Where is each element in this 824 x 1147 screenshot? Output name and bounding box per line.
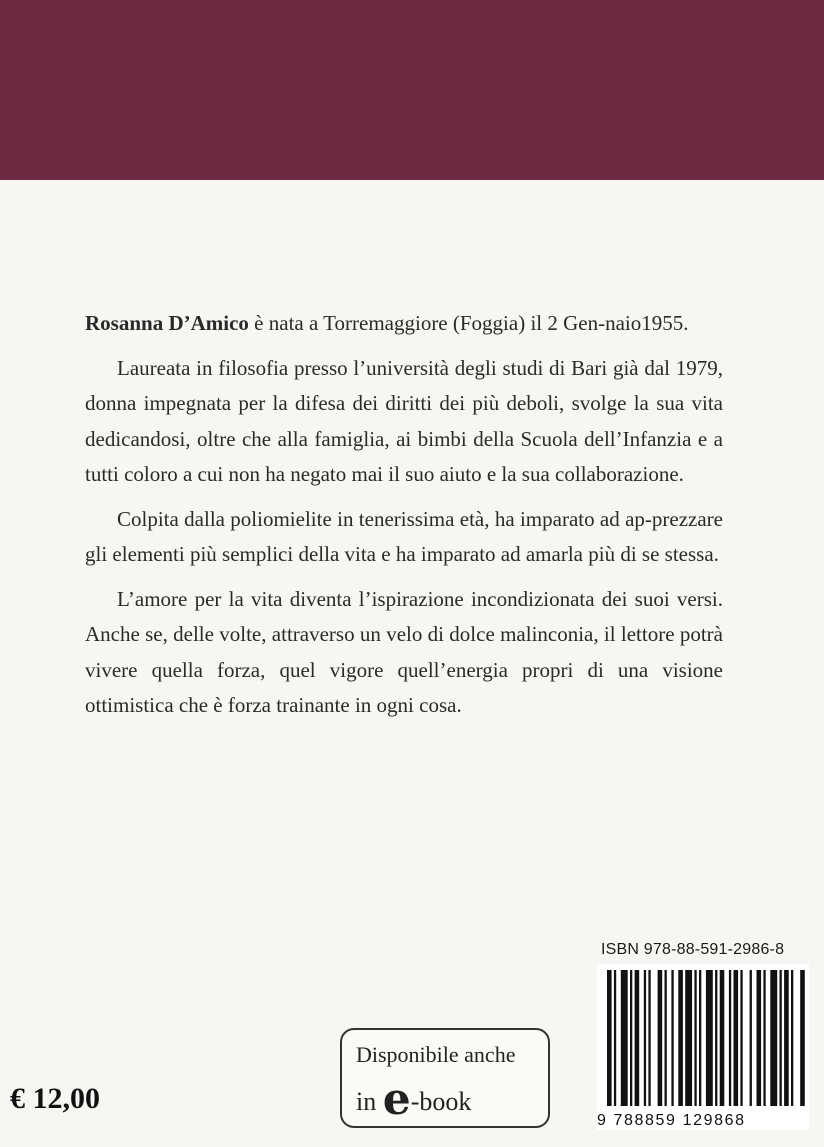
barcode-bar [715,970,717,1106]
barcode-bar [757,970,762,1106]
barcode-bars [597,964,809,1112]
barcode-bar [740,970,742,1106]
barcode-bar [678,970,683,1106]
barcode-bar [635,970,640,1106]
price-label: € 12,00 [10,1082,100,1115]
bio-paragraph-4: L’amore per la vita diventa l’ispirazione incondizionata dei suoi versi. Anche se, delle volte, attraverso un velo di dolce malinconia, il lettore potrà vivere quella forza, quel vigore quell’energia propri di una visione ottimistica che è forza trainante in ogni cosa. [85,586,723,717]
barcode-bar [770,970,777,1106]
barcode-bar [750,970,752,1106]
author-biography [85,306,723,733]
barcode-bar [607,970,612,1106]
barcode-bar [784,970,789,1106]
barcode-bar [800,970,805,1106]
author-name: Rosanna D’Amico [85,311,249,335]
barcode-bar [648,970,650,1106]
bio-paragraph-1-text: è nata a Torremaggiore (Foggia) il 2 Gen-naio1955. [248,311,689,335]
barcode [597,964,809,1130]
barcode-bar [791,970,793,1106]
ebook-suffix: -book [410,1087,472,1116]
barcode-bar [763,970,765,1106]
barcode-bar [720,970,725,1106]
barcode-bar [780,970,782,1106]
barcode-bar [685,970,692,1106]
barcode-bar [630,970,632,1106]
isbn-label: ISBN 978-88-591-2986-8 [601,941,785,958]
barcode-digits: 9 788859 129868 [597,1112,746,1129]
ebook-prefix: in [356,1087,383,1116]
barcode-bar [665,970,667,1106]
barcode-bar [614,970,616,1106]
barcode-bar [658,970,663,1106]
ebook-badge [340,1028,550,1128]
cover-top-band [0,0,824,180]
barcode-bar [729,970,731,1106]
bio-paragraph-3: Colpita dalla poliomielite in tenerissima età, ha imparato ad ap-prezzare gli elementi più semplici della vita e ha imparato ad amarla più di se stessa. [85,506,723,566]
barcode-bar [644,970,646,1106]
barcode-bar [621,970,628,1106]
ebook-line-1: Disponibile anche [356,1042,516,1067]
barcode-bar [699,970,701,1106]
bio-paragraph-2: Laureata in filosofia presso l’università degli studi di Bari già dal 1979, donna impegnata per la difesa dei diritti dei più deboli, svolge la sua vita dedicandosi, oltre che alla famiglia, ai bimbi della Scuola dell’Infanzia e a tutti coloro a cui non ha negato mai il suo aiuto e la sua collaborazione. [85,355,723,486]
ebook-line-2 [356,1074,471,1125]
barcode-bar [734,970,739,1106]
bio-paragraph-1 [85,306,723,342]
barcode-bar [706,970,713,1106]
ebook-e-letter: e [382,1074,411,1125]
barcode-bar [694,970,696,1106]
barcode-bar [671,970,673,1106]
